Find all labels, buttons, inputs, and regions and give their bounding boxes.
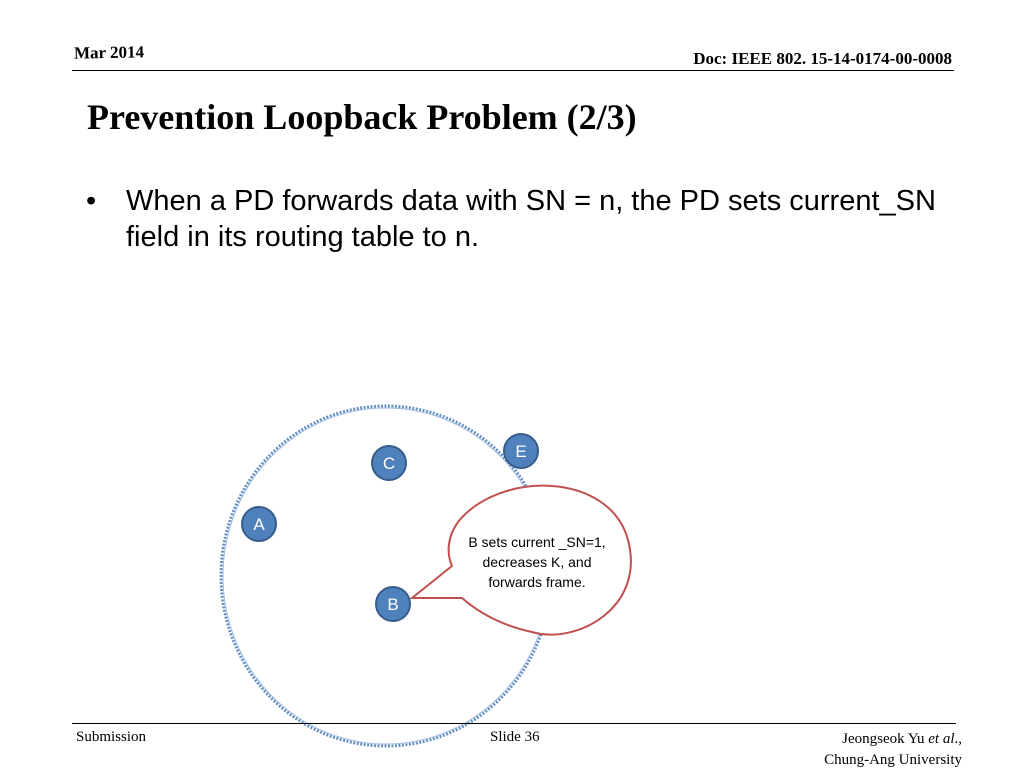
node-e-label: E xyxy=(515,442,527,461)
footer-author-end: ., xyxy=(954,731,962,747)
footer-submission: Submission xyxy=(76,729,147,745)
node-e xyxy=(504,434,538,468)
footer-author-line xyxy=(824,729,962,750)
bullet-text: When a PD forwards data with SN = n, the PD sets current_SN field in its routing table to n. xyxy=(126,185,936,253)
node-a-label: A xyxy=(253,515,265,534)
callout-line-1: B sets current _SN=1, xyxy=(468,534,606,550)
footer-author-suffix: et al xyxy=(928,731,955,747)
node-b-label: B xyxy=(387,595,399,614)
node-b xyxy=(376,587,410,621)
footer-affiliation: Chung-Ang University xyxy=(824,752,962,768)
header-date: Mar 2014 xyxy=(73,42,145,63)
footer-slide-number: Slide 36 xyxy=(490,729,540,745)
bullet-marker: • xyxy=(86,185,97,217)
header-doc-id: Doc: IEEE 802. 15-14-0174-00-0008 xyxy=(693,49,952,68)
footer-author-block xyxy=(824,729,962,771)
slide-title: Prevention Loopback Problem (2/3) xyxy=(87,97,637,137)
footer-rule xyxy=(72,723,956,724)
node-c xyxy=(372,446,406,480)
node-c-label: C xyxy=(382,454,396,473)
footer-author: Jeongseok Yu xyxy=(842,731,925,747)
callout-line-3: forwards frame. xyxy=(488,574,586,590)
callout-line-2: decreases K, and xyxy=(482,554,592,570)
node-a xyxy=(242,507,276,541)
